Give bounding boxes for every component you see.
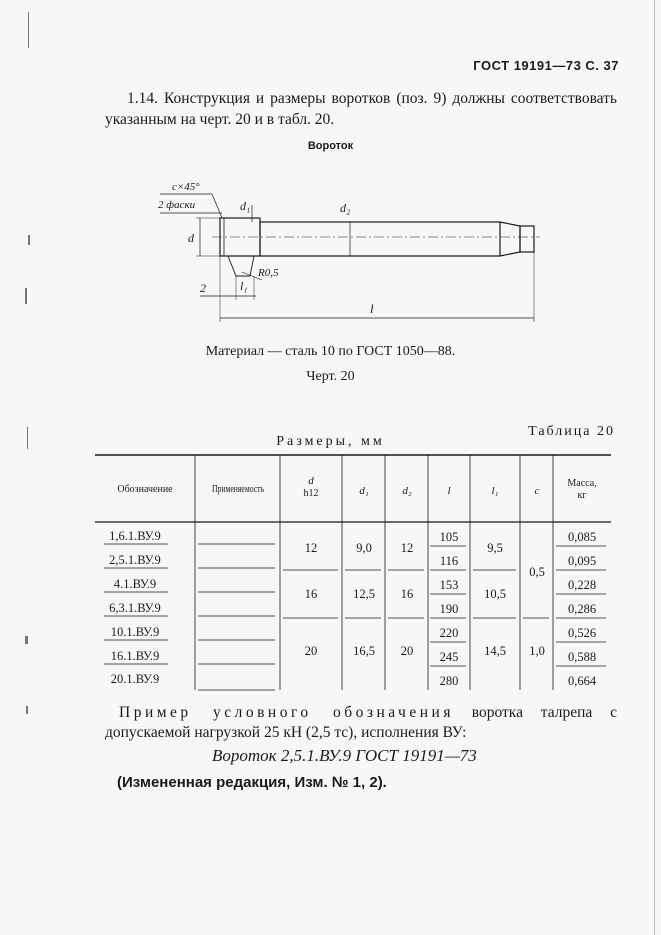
table-label: Таблица 20 [528,424,615,439]
header-d1: d₁ [359,485,369,497]
page-header: ГОСТ 19191—73 С. 37 [473,58,619,73]
cell-l: 153 [439,578,459,592]
header-d-sub: h12 [303,488,319,499]
header-mass-unit: кг [577,490,587,501]
scan-mark [26,706,28,714]
cell-d2: 16 [400,587,414,601]
label-chamfer: c×45° [172,181,200,193]
example-designation: Вороток 2,5.1.ВУ.9 ГОСТ 19191—73 [212,746,477,765]
header-applicability: Применяемость [212,484,265,495]
cell-d2: 12 [400,541,414,555]
label-chamfers-count: 2 фаски [158,199,196,211]
table-group [305,541,503,555]
paragraph-text: 1.14. Конструкция и размеры воротков (поз. 9) должны соответствовать указанным на черт. 20 и в табл. 20. [105,90,617,128]
scan-mark [654,0,655,935]
header-c: c [534,485,540,497]
cell-mass: 0,286 [567,602,597,616]
cell-mass: 0,085 [567,530,597,544]
material-note: Материал — сталь 10 по ГОСТ 1050—88. [205,344,456,359]
cell-designation: 10.1.ВУ.9 [110,625,160,639]
table-group [305,587,506,601]
cell-designation: 16.1.ВУ.9 [110,649,160,663]
label-d1: d₁ [240,199,251,213]
label-radius: R0,5 [258,267,279,279]
cell-designation: 20.1.ВУ.9 [110,672,160,686]
cell-mass: 0,664 [567,674,597,688]
cell-l1: 9,5 [487,541,503,555]
example-lead: Пример условного обозначения [119,704,454,721]
cell-d: 16 [304,587,318,601]
label-d2: d₂ [340,201,351,215]
cell-c: 0,5 [529,565,545,579]
cell-d1: 16,5 [353,644,375,658]
cell-designation: 2,5.1.ВУ.9 [109,553,161,567]
cell-d: 12 [304,541,318,555]
header-mass: Масса, [567,478,597,489]
cell-d2: 20 [400,644,414,658]
cell-designation: 6,3.1.ВУ.9 [109,601,161,615]
cell-mass: 0,228 [567,578,597,592]
label-d: d [188,231,194,245]
label-two: 2 [200,281,206,295]
header-l: l [447,485,451,497]
label-l: l [370,301,374,316]
scan-mark [25,636,28,644]
cell-designation: 1,6.1.ВУ.9 [109,529,161,543]
table-row [109,601,596,616]
scan-mark [28,12,29,48]
cell-mass: 0,526 [567,626,597,640]
cell-l1: 10,5 [484,587,506,601]
label-l1: l₁ [240,279,248,293]
example-paragraph [105,703,617,743]
cell-l: 190 [439,602,459,616]
cell-mass: 0,095 [567,554,597,568]
cell-l: 116 [439,554,459,568]
table-row [111,625,596,640]
table-row [111,672,597,688]
cell-l: 220 [439,626,459,640]
header-d: d [308,475,314,487]
cell-l1: 14,5 [484,644,506,658]
table-group [305,644,506,658]
table-row [109,553,596,568]
header-l1: l₁ [491,485,499,497]
cell-mass: 0,588 [567,650,597,664]
table-row [109,529,596,544]
cell-d1: 9,0 [356,541,372,555]
cell-d1: 12,5 [353,587,375,601]
cell-l: 245 [439,650,459,664]
cell-c: 1,0 [529,644,545,658]
cell-l: 280 [439,674,459,688]
edition-note: (Измененная редакция, Изм. № 1, 2). [117,774,387,791]
drawing-caption: Черт. 20 [306,369,355,384]
scan-mark [28,235,30,245]
cell-l: 105 [439,530,459,544]
example-rest: воротка талрепа с допускаемой нагрузкой 25 кН (2,5 тс), исполнения ВУ: [105,704,617,741]
cell-d: 20 [304,644,318,658]
header-designation: Обозначение [117,484,173,495]
scan-mark [25,288,27,304]
drawing-title: Вороток [307,140,354,152]
table-title: Размеры, мм [276,434,385,449]
cell-designation: 4.1.ВУ.9 [113,577,157,591]
scan-mark [27,427,28,449]
header-d2: d₂ [402,485,412,497]
